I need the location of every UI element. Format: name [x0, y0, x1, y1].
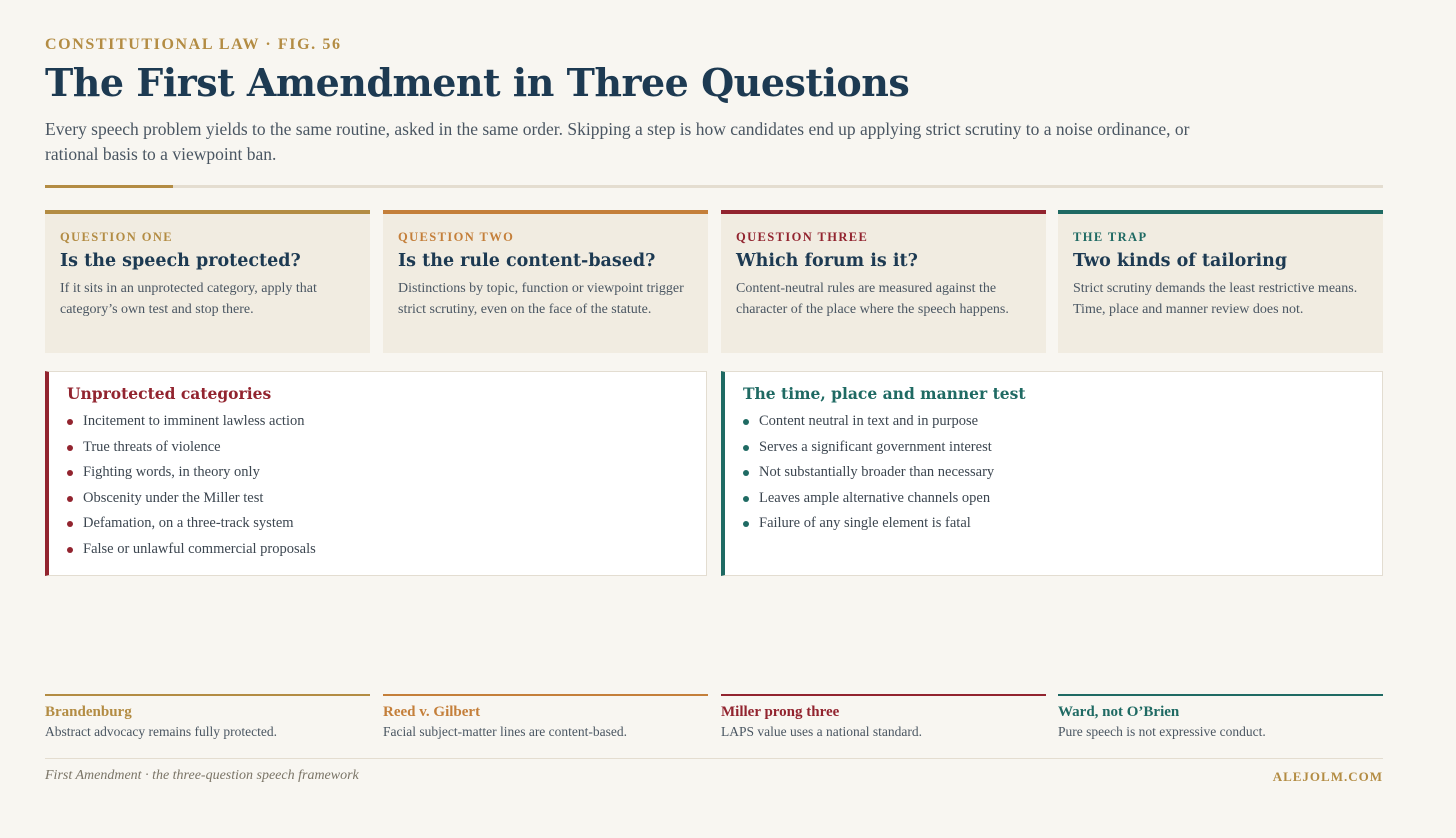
- list-item: [67, 486, 688, 512]
- list-item-text: Serves a significant government interest: [759, 438, 992, 455]
- header-divider: [45, 185, 1383, 188]
- bullet-icon: [743, 470, 749, 476]
- question-heading: Is the speech protected?: [60, 251, 301, 271]
- case-note-miller: [721, 694, 1046, 740]
- question-card-one: [45, 210, 370, 353]
- list-item-text: Obscenity under the Miller test: [83, 489, 264, 506]
- bullet-icon: [743, 496, 749, 502]
- list-item: [743, 511, 1364, 537]
- question-body: If it sits in an unprotected category, apply that category’s own test and stop there.: [60, 281, 317, 317]
- case-note-ward: [1058, 694, 1383, 740]
- list-item: [743, 435, 1364, 461]
- bullet-icon: [67, 419, 73, 425]
- list-item: [743, 486, 1364, 512]
- list-item: [67, 511, 688, 537]
- list-item: [743, 409, 1364, 435]
- question-body: Strict scrutiny demands the least restrictive means. Time, place and manner review does not.: [1073, 281, 1358, 317]
- case-note-reed: [383, 694, 708, 740]
- question-card-two: [383, 210, 708, 353]
- question-heading: Which forum is it?: [736, 251, 918, 271]
- page-subtitle: Every speech problem yields to the same routine, asked in the same order. Skipping a step is how candidates end up applying strict scrutiny to a noise ordinance, or rational basis to a viewpoint ban.: [45, 119, 1190, 164]
- list-item-text: Leaves ample alternative channels open: [759, 489, 991, 506]
- case-name: Reed v. Gilbert: [383, 704, 481, 720]
- bullet-icon: [743, 521, 749, 527]
- list-item: [67, 435, 688, 461]
- unprotected-list: [67, 409, 688, 562]
- question-heading: Is the rule content-based?: [398, 251, 656, 271]
- case-name: Brandenburg: [45, 704, 132, 720]
- case-name: Ward, not O’Brien: [1058, 704, 1180, 720]
- question-cards: [45, 210, 1383, 353]
- panel-heading: The time, place and manner test: [743, 384, 1026, 403]
- list-item-text: Failure of any single element is fatal: [759, 515, 971, 531]
- list-item-text: Fighting words, in theory only: [83, 464, 260, 480]
- time-place-manner-panel: [721, 371, 1383, 576]
- list-item-text: True threats of violence: [83, 438, 221, 455]
- eyebrow: CONSTITUTIONAL LAW · FIG. 56: [45, 36, 342, 53]
- question-card-three: [721, 210, 1046, 353]
- question-label: QUESTION THREE: [736, 230, 869, 244]
- footer-site-link[interactable]: ALEJOLM.COM: [1272, 769, 1383, 784]
- bullet-icon: [67, 445, 73, 451]
- question-label: QUESTION ONE: [60, 230, 174, 244]
- question-heading: Two kinds of tailoring: [1073, 251, 1288, 271]
- footer-caption: First Amendment · the three-question speech framework: [45, 768, 359, 783]
- footer-divider: [45, 758, 1383, 759]
- bullet-icon: [67, 496, 73, 502]
- header-divider-accent: [45, 185, 173, 188]
- bullet-icon: [743, 419, 749, 425]
- question-body: Distinctions by topic, function or viewpoint trigger strict scrutiny, even on the face of the statute.: [398, 281, 684, 317]
- case-note-brandenburg: [45, 694, 370, 740]
- list-item-text: False or unlawful commercial proposals: [83, 540, 316, 557]
- question-card-trap: [1058, 210, 1383, 353]
- unprotected-categories-panel: [45, 371, 707, 576]
- page-title: The First Amendment in Three Questions: [45, 60, 910, 105]
- bullet-icon: [67, 470, 73, 476]
- question-label: THE TRAP: [1073, 230, 1148, 244]
- list-item-text: Defamation, on a three-track system: [83, 515, 294, 531]
- question-body: Content-neutral rules are measured against the character of the place where the speech happens.: [736, 281, 1009, 317]
- list-item: [67, 409, 688, 435]
- bullet-icon: [67, 521, 73, 527]
- list-item-text: Content neutral in text and in purpose: [759, 413, 979, 429]
- list-item-text: Not substantially broader than necessary: [759, 464, 995, 480]
- case-name: Miller prong three: [721, 704, 840, 720]
- list-item: [743, 460, 1364, 486]
- list-item: [67, 537, 688, 563]
- list-item-text: Incitement to imminent lawless action: [83, 413, 305, 429]
- list-item: [67, 460, 688, 486]
- bullet-icon: [67, 547, 73, 553]
- case-note: Pure speech is not expressive conduct.: [1058, 724, 1266, 739]
- bullet-icon: [743, 445, 749, 451]
- case-note: Abstract advocacy remains fully protected.: [45, 724, 278, 739]
- tpm-list: [743, 409, 1364, 537]
- panel-heading: Unprotected categories: [67, 384, 272, 403]
- case-note: LAPS value uses a national standard.: [721, 724, 922, 739]
- question-label: QUESTION TWO: [398, 230, 515, 244]
- case-note: Facial subject-matter lines are content-based.: [383, 724, 628, 739]
